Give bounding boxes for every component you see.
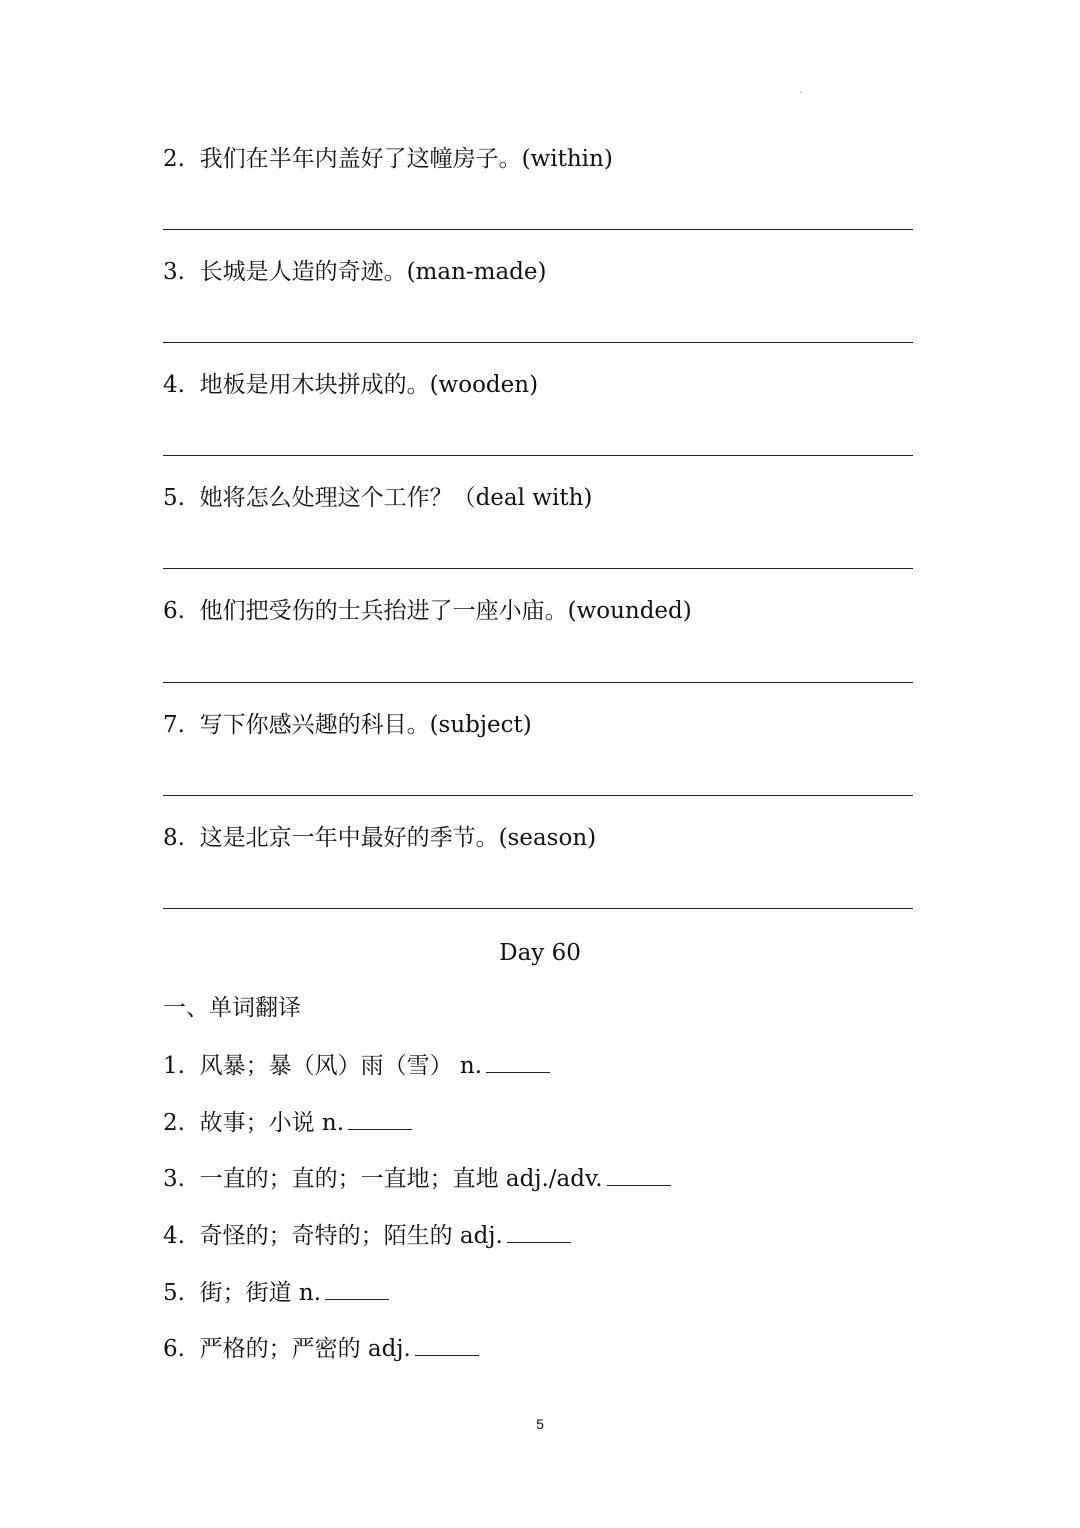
vocab-item-3: 3. 一直的；直的；一直地；直地 adj./adv. <box>163 1163 671 1194</box>
answer-blank[interactable] <box>507 1220 571 1243</box>
answer-blank[interactable] <box>415 1333 479 1356</box>
answer-line[interactable] <box>163 682 913 683</box>
vocab-item-4: 4. 奇怪的；奇特的；陌生的 adj. <box>163 1220 571 1251</box>
answer-blank[interactable] <box>486 1050 550 1073</box>
translation-item-4: 4. 地板是用木块拼成的。(wooden) <box>163 372 539 398</box>
day-title: Day 60 <box>499 940 581 966</box>
answer-line[interactable] <box>163 455 913 456</box>
translation-item-7: 7. 写下你感兴趣的科目。(subject) <box>163 712 532 738</box>
answer-blank[interactable] <box>348 1107 412 1130</box>
answer-line[interactable] <box>163 908 913 909</box>
scan-dot <box>800 92 801 93</box>
vocab-item-2: 2. 故事；小说 n. <box>163 1107 412 1138</box>
page-number: 5 <box>536 1416 544 1432</box>
vocab-item-5: 5. 街；街道 n. <box>163 1277 389 1308</box>
vocab-item-1: 1. 风暴；暴（风）雨（雪） n. <box>163 1050 550 1081</box>
answer-blank[interactable] <box>607 1163 671 1186</box>
translation-item-3: 3. 长城是人造的奇迹。(man-made) <box>163 259 547 285</box>
translation-item-2: 2. 我们在半年内盖好了这幢房子。(within) <box>163 146 613 172</box>
answer-line[interactable] <box>163 229 913 230</box>
vocab-item-6: 6. 严格的；严密的 adj. <box>163 1333 479 1364</box>
answer-line[interactable] <box>163 795 913 796</box>
translation-item-5: 5. 她将怎么处理这个工作？（deal with) <box>163 485 593 511</box>
translation-item-6: 6. 他们把受伤的士兵抬进了一座小庙。(wounded) <box>163 598 692 624</box>
translation-item-8: 8. 这是北京一年中最好的季节。(season) <box>163 825 597 851</box>
answer-blank[interactable] <box>325 1277 389 1300</box>
answer-line[interactable] <box>163 342 913 343</box>
answer-line[interactable] <box>163 568 913 569</box>
section-title: 一、单词翻译 <box>163 995 301 1021</box>
